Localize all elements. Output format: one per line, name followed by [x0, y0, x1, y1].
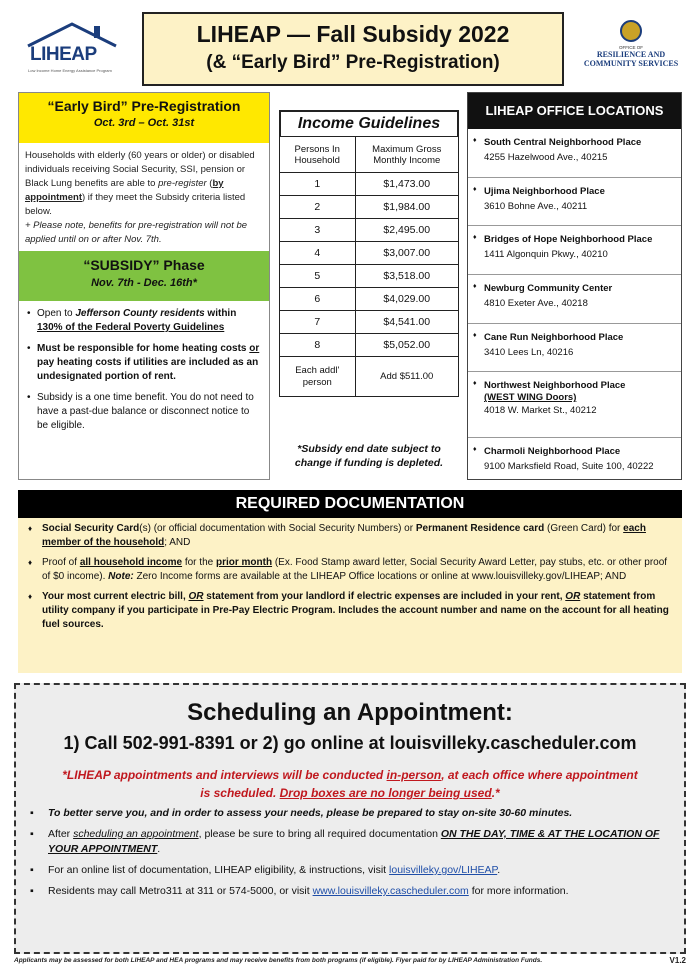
req2b: all household income [79, 557, 183, 568]
subsidy-list [19, 301, 269, 433]
liheap-link[interactable]: louisvilleky.gov/LIHEAP [389, 864, 498, 876]
s4c: for more information. [468, 885, 569, 897]
early-bird-text [19, 143, 269, 251]
list-item [468, 324, 681, 373]
subsidy-b1a: Open to [37, 308, 76, 319]
early-bird-text-italic: pre-register [158, 178, 207, 189]
subsidy-heading: “SUBSIDY” Phase [83, 257, 205, 273]
persons-cell: 1 [280, 173, 356, 196]
red5: .* [491, 786, 500, 800]
income-cell: $5,052.00 [355, 334, 459, 357]
early-bird-header [19, 93, 269, 143]
required-list [18, 518, 682, 632]
income-cell: $4,029.00 [355, 288, 459, 311]
office-name: ♦ South Central Neighborhood Place [484, 137, 642, 148]
early-bird-text-1: Households with elderly (60 years or older) or disabled individuals receiving Social Security, SSI, pension or Black Lung benefits are able to [25, 150, 255, 189]
office-address: 3610 Bohne Ave., 40211 [484, 200, 588, 212]
s2b: scheduling an appointment [73, 828, 199, 840]
required-documentation [18, 490, 682, 673]
early-bird-appointment: by appointment [25, 178, 224, 203]
income-note: *Subsidy end date subject to change if funding is depleted. [294, 443, 444, 469]
office-name: ♦ Cane Run Neighborhood Place [484, 331, 624, 343]
persons-cell: 4 [280, 242, 356, 265]
offices-heading: LIHEAP OFFICE LOCATIONS [468, 93, 681, 129]
list-item [468, 275, 681, 324]
office-address: 9100 Marksfield Road, Suite 100, 40222 [484, 461, 654, 473]
req1f: ; AND [164, 537, 191, 548]
req3d: OR [565, 591, 581, 602]
s2e: . [157, 843, 161, 855]
office-address: 1411 Algonquin Pkwy., 40210 [484, 249, 608, 261]
table-header-row [280, 137, 459, 173]
liheap-logo [22, 20, 122, 80]
subsidy-b1b: Jefferson County residents [75, 308, 205, 319]
early-bird-dates: Oct. 3rd – Oct. 31st [93, 117, 195, 129]
req1c: Permanent Residence card [415, 523, 545, 534]
footer [14, 957, 686, 964]
table-row [280, 242, 459, 265]
list-item [468, 178, 681, 227]
income-title: Income Guidelines [279, 110, 459, 136]
office-name: ♦ Northwest Neighborhood Place [484, 380, 626, 392]
in-person-notice [16, 766, 684, 802]
table-row [280, 196, 459, 219]
req1a: Social Security Card [42, 523, 140, 534]
office-name: ♦ Bridges of Hope Neighborhood Place [484, 234, 653, 246]
list-item [468, 226, 681, 275]
office-locations [467, 92, 682, 480]
list-item [42, 863, 670, 878]
eligibility-panel [18, 92, 270, 480]
subsidy-b3: Subsidy is a one time benefit. You do not need to have a past-due balance or disconnect notice to be eligible. [37, 392, 254, 431]
logo-subtitle: Low Income Home Energy Assistance Program [28, 68, 112, 73]
s2d: ON THE DAY, TIME & AT THE LOCATION OF YOUR APPOINTMENT [48, 828, 660, 855]
req2a: Proof of [42, 557, 80, 568]
seal-icon [620, 20, 642, 42]
list-item: ▪ To better serve you, and in order to assess your needs, please be prepared to stay on-site 30-60 minutes. [42, 806, 670, 821]
office-address: 3410 Lees Ln, 40216 [484, 346, 574, 358]
required-heading: REQUIRED DOCUMENTATION [18, 490, 682, 518]
s4a: Residents may call Metro311 at 311 or 574-5000, or visit [48, 885, 313, 897]
col-persons: Persons In Household [280, 137, 356, 173]
s3c: . [497, 864, 501, 876]
agency-office-of: OFFICE OF [619, 45, 643, 50]
footer-text: Applicants may be assessed for both LIHEAP and HEA programs and may receive benefits from both programs (if eligible). Flyer paid for by LIHEAP Administration Funds. [14, 957, 543, 964]
req2c: for the [182, 557, 216, 568]
subsidy-b2a: Must be responsible for home heating costs [37, 343, 250, 354]
list-item [42, 884, 670, 899]
title-box [142, 12, 564, 86]
s3a: For an online list of documentation, LIHEAP eligibility, & instructions, visit [48, 864, 390, 876]
red1: *LIHEAP appointments and interviews will be conducted [62, 768, 387, 782]
subsidy-b1d: 130% of the Federal Poverty Guidelines [37, 322, 225, 333]
table-row [280, 219, 459, 242]
income-table [279, 136, 459, 397]
persons-cell: 7 [280, 311, 356, 334]
red2: in-person [386, 768, 442, 782]
early-bird-heading: “Early Bird” Pre-Registration [47, 98, 241, 114]
s2a: After [48, 828, 74, 840]
list-item [28, 522, 672, 550]
office-name: ♦ Charmoli Neighborhood Place [484, 446, 621, 458]
office-name: ♦ Ujima Neighborhood Place [484, 185, 605, 197]
req1e: each member of the household [42, 523, 646, 548]
persons-cell: 2 [280, 196, 356, 219]
office-extra: (WEST WING Doors) [484, 392, 577, 404]
req2g: Zero Income forms are available at the LIHEAP Office locations or online at www.louisvilleky.gov/LIHEAP; AND [133, 571, 627, 582]
scheduler-link[interactable]: www.louisvilleky.cascheduler.com [312, 885, 469, 897]
req3e: statement from utility company if you participate in Pre-Pay Electric Program. Includes the account number and name on the account for all heating fuel sources. [42, 591, 669, 630]
income-cell: $4,541.00 [355, 311, 459, 334]
income-cell: $3,518.00 [355, 265, 459, 288]
page-subtitle: (& “Early Bird” Pre-Registration) [206, 52, 500, 73]
red4: Drop boxes are no longer being used [279, 786, 492, 800]
office-address: 4018 W. Market St., 40212 [484, 405, 597, 417]
list-item [28, 556, 672, 584]
list-item [42, 827, 670, 857]
agency-logo [576, 20, 686, 68]
list-item [468, 129, 681, 178]
req2d: prior month [215, 557, 273, 568]
schedule-heading: Scheduling an Appointment: [187, 699, 513, 726]
table-row [280, 311, 459, 334]
early-bird-text-3: ) if they meet the Subsidy criteria listed below. [25, 192, 246, 217]
list-item [28, 590, 672, 632]
income-guidelines [279, 110, 459, 397]
agency-name-line2: COMMUNITY SERVICES [583, 59, 679, 68]
income-cell: Add $511.00 [355, 357, 459, 397]
version: V1.2 [669, 956, 686, 965]
subsidy-b2c: pay heating costs if utilities are included as an undesignated portion of rent. [37, 357, 259, 382]
table-row [280, 334, 459, 357]
schedule-subheading: 1) Call 502-991-8391 or 2) go online at louisvilleky.cascheduler.com [63, 733, 637, 753]
req2e: (Ex. Food Stamp award letter, Social Security Award Letter, pay stubs, etc. or other proof of $0 income). [42, 557, 668, 582]
req3b: OR [188, 591, 204, 602]
req2f: Note: [108, 571, 134, 582]
col-income: Maximum Gross Monthly Income [355, 137, 459, 173]
scheduling-section [14, 683, 686, 954]
income-cell: $1,473.00 [355, 173, 459, 196]
persons-cell: 3 [280, 219, 356, 242]
s2c: , please be sure to bring all required documentation [198, 828, 441, 840]
early-bird-note: + Please note, benefits for pre-registration will not be applied until on or after Nov. 7th. [25, 220, 248, 245]
office-address: 4810 Exeter Ave., 40218 [484, 298, 588, 310]
table-row [280, 265, 459, 288]
req1d: (Green Card) for [544, 523, 624, 534]
early-bird-text-2: ( [206, 178, 213, 189]
persons-cell: 6 [280, 288, 356, 311]
red3: , at each office where appointment is scheduled. [200, 768, 638, 800]
persons-cell: Each addl' person [280, 357, 356, 397]
table-row [280, 357, 459, 397]
req3a: Your most current electric bill, [42, 591, 189, 602]
income-cell: $3,007.00 [355, 242, 459, 265]
list-item [468, 438, 681, 487]
subsidy-header [19, 251, 269, 301]
persons-cell: 8 [280, 334, 356, 357]
income-cell: $1,984.00 [355, 196, 459, 219]
logo-text: LIHEAP [30, 44, 97, 65]
agency-name-line1: RESILIENCE AND [596, 50, 666, 59]
list-item [25, 307, 263, 335]
office-address: 4255 Hazelwood Ave., 40215 [484, 152, 608, 163]
list-item [468, 372, 681, 438]
office-name: ♦ Newburg Community Center [484, 283, 613, 295]
page-title: LIHEAP — Fall Subsidy 2022 [196, 21, 510, 47]
income-cell: $2,495.00 [355, 219, 459, 242]
req1b: (s) (or official documentation with Social Security Numbers) or [139, 523, 416, 534]
subsidy-b1c: within [204, 308, 237, 319]
req3c: statement from your landlord if electric expenses are included in your rent, [203, 591, 566, 602]
subsidy-b2b: or [249, 343, 260, 354]
schedule-list [16, 806, 684, 899]
list-item [25, 342, 263, 384]
table-row [280, 288, 459, 311]
table-row [280, 173, 459, 196]
list-item [25, 391, 263, 433]
persons-cell: 5 [280, 265, 356, 288]
subsidy-dates: Nov. 7th - Dec. 16th* [91, 277, 197, 289]
